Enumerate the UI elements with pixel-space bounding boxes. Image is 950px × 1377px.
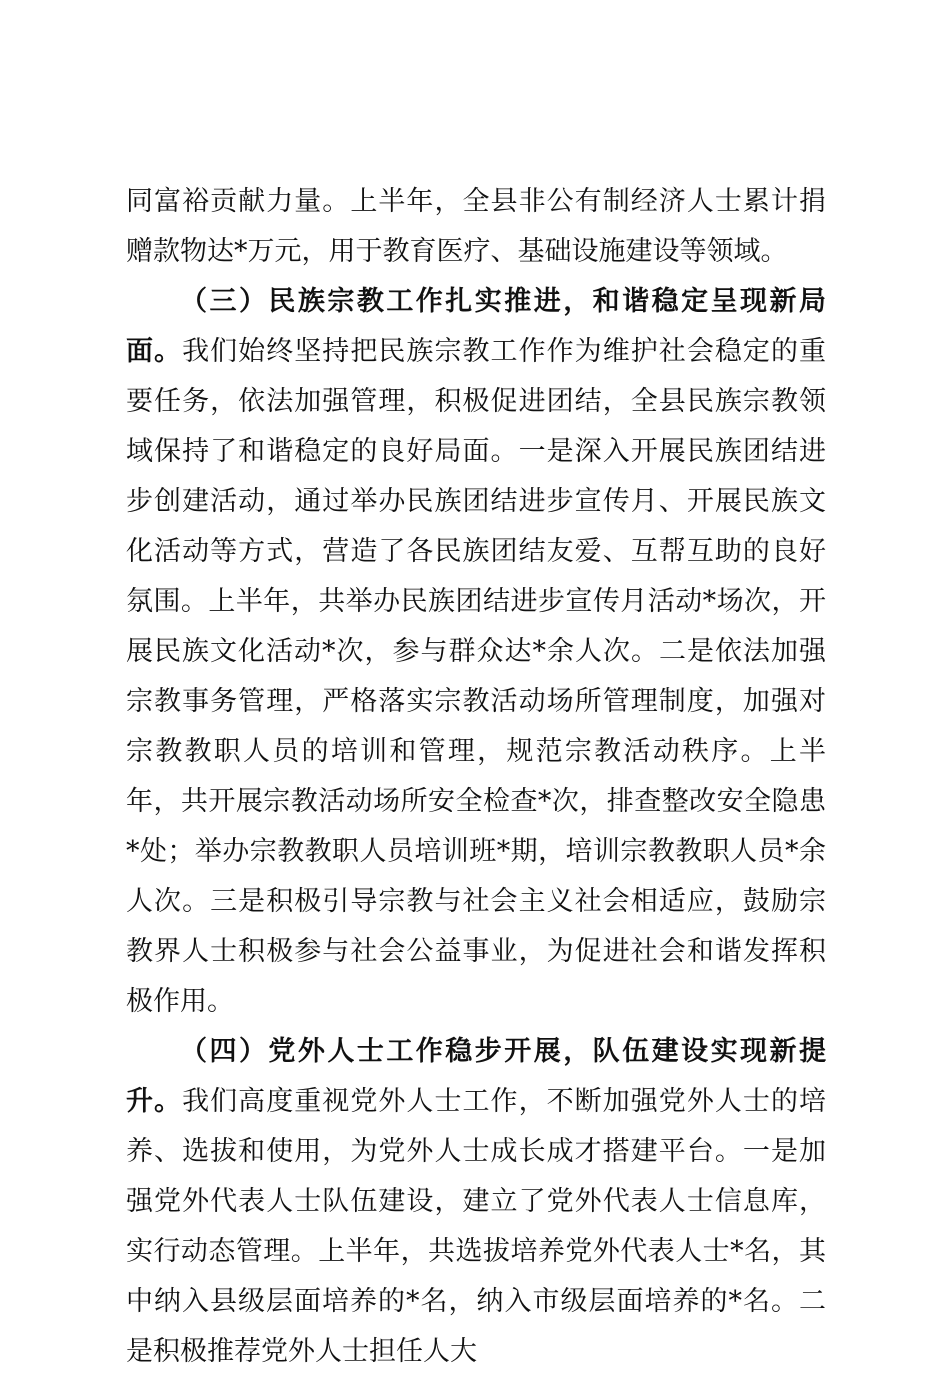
paragraph-heading: （三）民族宗教工作扎实推进，和谐稳定呈现新局面。 (126, 286, 826, 367)
paragraph-heading: （四）党外人士工作稳步开展，队伍建设实现新提升。 (126, 1036, 826, 1117)
paragraph-text: 我们始终坚持把民族宗教工作作为维护社会稳定的重要任务，依法加强管理，积极促进团结，全县民族宗教领域保持了和谐稳定的良好局面。一是深入开展民族团结进步创建活动，通过举办民族团结进步宣传月、开展民族文化活动等方式，营造了各民族团结友爱、互帮互助的良好氛围。上半年，共举办民族团结进步宣传月活动*场次，开展民族文化活动*次，参与群众达*余人次。二是依法加强宗教事务管理，严格落实宗教活动场所管理制度，加强对宗教教职人员的培训和管理，规范宗教活动秩序。上半年，共开展宗教活动场所安全检查*次，排查整改安全隐患*处；举办宗教教职人员培训班*期，培训宗教教职人员*余人次。三是积极引导宗教与社会主义社会相适应，鼓励宗教界人士积极参与社会公益事业，为促进社会和谐发挥积极作用。 (126, 336, 827, 1017)
paragraph-continuation (126, 177, 826, 277)
paragraph-non-party-work (126, 1027, 826, 1377)
paragraph-ethnic-religious-work (126, 277, 826, 1027)
paragraph-text: 同富裕贡献力量。上半年，全县非公有制经济人士累计捐赠款物达*万元，用于教育医疗、基础设施建设等领域。 (126, 186, 826, 267)
paragraph-text: 我们高度重视党外人士工作，不断加强党外人士的培养、选拔和使用，为党外人士成长成才搭建平台。一是加强党外代表人士队伍建设，建立了党外代表人士信息库，实行动态管理。上半年，共选拔培养党外代表人士*名，其中纳入县级层面培养的*名，纳入市级层面培养的*名。二是积极推荐党外人士担任人大 (126, 1086, 827, 1367)
document-body (126, 177, 826, 1377)
